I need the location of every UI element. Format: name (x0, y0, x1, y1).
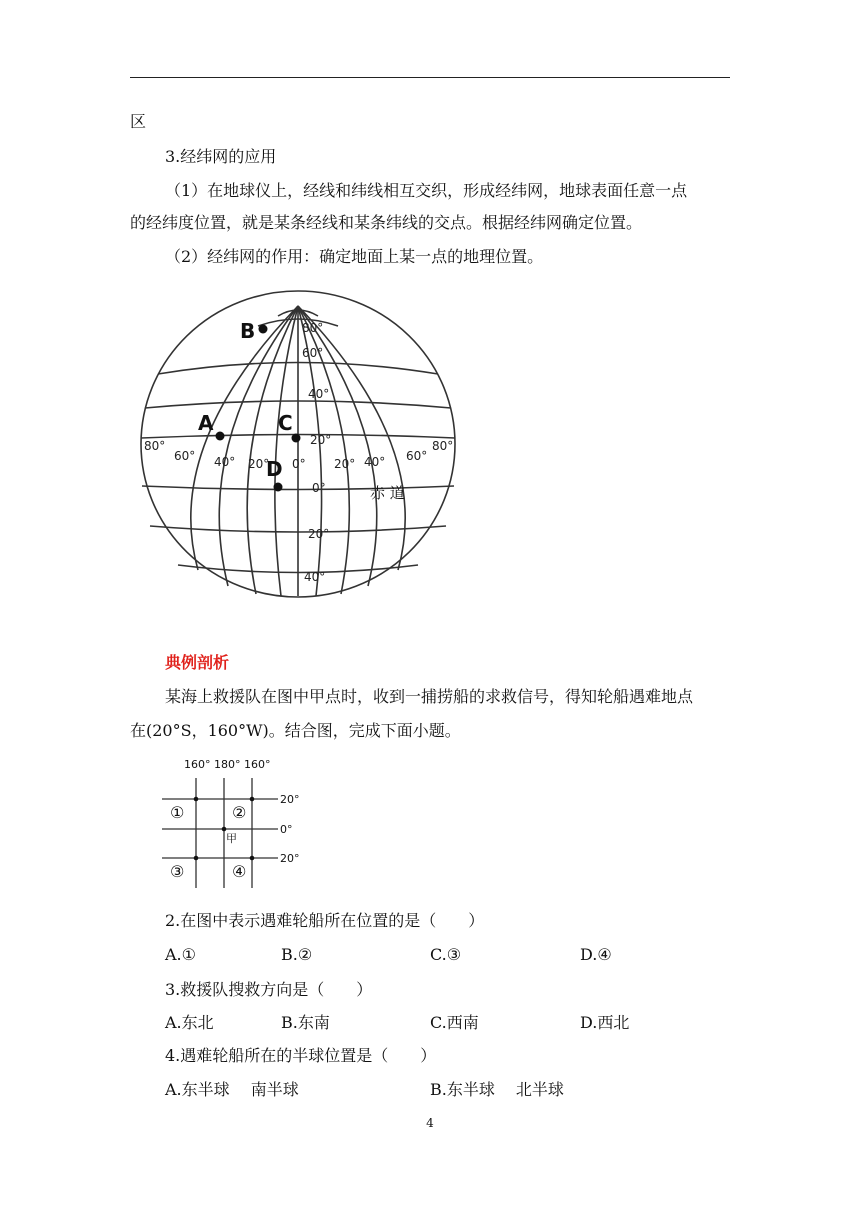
paragraph-1-line-1: （1）在地球仪上，经线和纬线相互交织，形成经纬网，地球表面任意一点 (165, 181, 688, 200)
lon-label: 60° (406, 449, 428, 463)
lat-label: 20° (310, 433, 332, 447)
lon-label: 40° (214, 455, 236, 469)
lat-label: 80° (302, 321, 324, 335)
question-4-option-a: A.东半球 南半球 (165, 1080, 299, 1099)
lat-label: 20° (308, 527, 330, 541)
example-stem-line-1: 某海上救援队在图中甲点时，收到一捕捞船的求救信号，得知轮船遇难地点 (165, 687, 694, 706)
lat-lon-grid-figure (160, 754, 320, 892)
question-3-option-d: D.西北 (580, 1013, 630, 1032)
example-heading: 典例剖析 (165, 653, 230, 672)
question-2-option-c: C.③ (430, 945, 462, 964)
lon-label: 20° (334, 457, 356, 471)
grid-cell-3: ③ (170, 862, 185, 881)
grid-cell-1: ① (170, 803, 185, 822)
question-3-option-a: A.东北 (165, 1013, 214, 1032)
question-3-option-c: C.西南 (430, 1013, 479, 1032)
lat-label: 0° (312, 481, 326, 495)
lon-label: 0° (292, 457, 306, 471)
header-fragment: 区 (130, 112, 147, 131)
lat-label: 40° (304, 570, 326, 584)
point-d-label: D (266, 457, 283, 481)
point-b-label: B (240, 319, 256, 343)
question-3-option-b: B.东南 (281, 1013, 330, 1032)
page-number: 4 (426, 1116, 434, 1130)
lat-label: 60° (302, 346, 324, 360)
question-2-option-d: D.④ (580, 945, 612, 964)
globe-figure (138, 286, 458, 601)
question-4-option-b: B.东半球 北半球 (430, 1080, 564, 1099)
grid-cell-2: ② (232, 803, 247, 822)
paragraph-2: （2）经纬网的作用：确定地面上某一点的地理位置。 (165, 247, 544, 266)
example-stem-line-2: 在(20°S，160°W)。结合图，完成下面小题。 (130, 721, 461, 740)
lon-label: 60° (174, 449, 196, 463)
equator-label: 赤 道 (370, 484, 405, 502)
question-3-stem: 3.救援队搜救方向是（ ） (165, 980, 373, 999)
paragraph-1-line-2: 的经纬度位置，就是某条经线和某条纬线的交点。根据经纬网确定位置。 (130, 213, 643, 232)
grid-top-labels: 160° 180° 160° (184, 758, 271, 771)
section-title: 3.经纬网的应用 (165, 147, 277, 166)
lon-label: 80° (144, 439, 166, 453)
lat-label: 40° (308, 387, 330, 401)
question-2-stem: 2.在图中表示遇难轮船所在位置的是（ ） (165, 911, 485, 930)
lon-label: 20° (248, 457, 270, 471)
grid-right-label: 20° (280, 793, 300, 806)
point-a-label: A (198, 411, 214, 435)
question-2-option-b: B.② (281, 945, 313, 964)
grid-cell-4: ④ (232, 862, 247, 881)
lon-label: 80° (432, 439, 454, 453)
question-2-option-a: A.① (165, 945, 196, 964)
question-4-stem: 4.遇难轮船所在的半球位置是（ ） (165, 1046, 437, 1065)
grid-right-label: 0° (280, 823, 293, 836)
grid-center-label: 甲 (226, 832, 237, 845)
grid-right-label: 20° (280, 852, 300, 865)
point-c-label: C (278, 411, 293, 435)
header-rule (130, 77, 730, 78)
lon-label: 40° (364, 455, 386, 469)
